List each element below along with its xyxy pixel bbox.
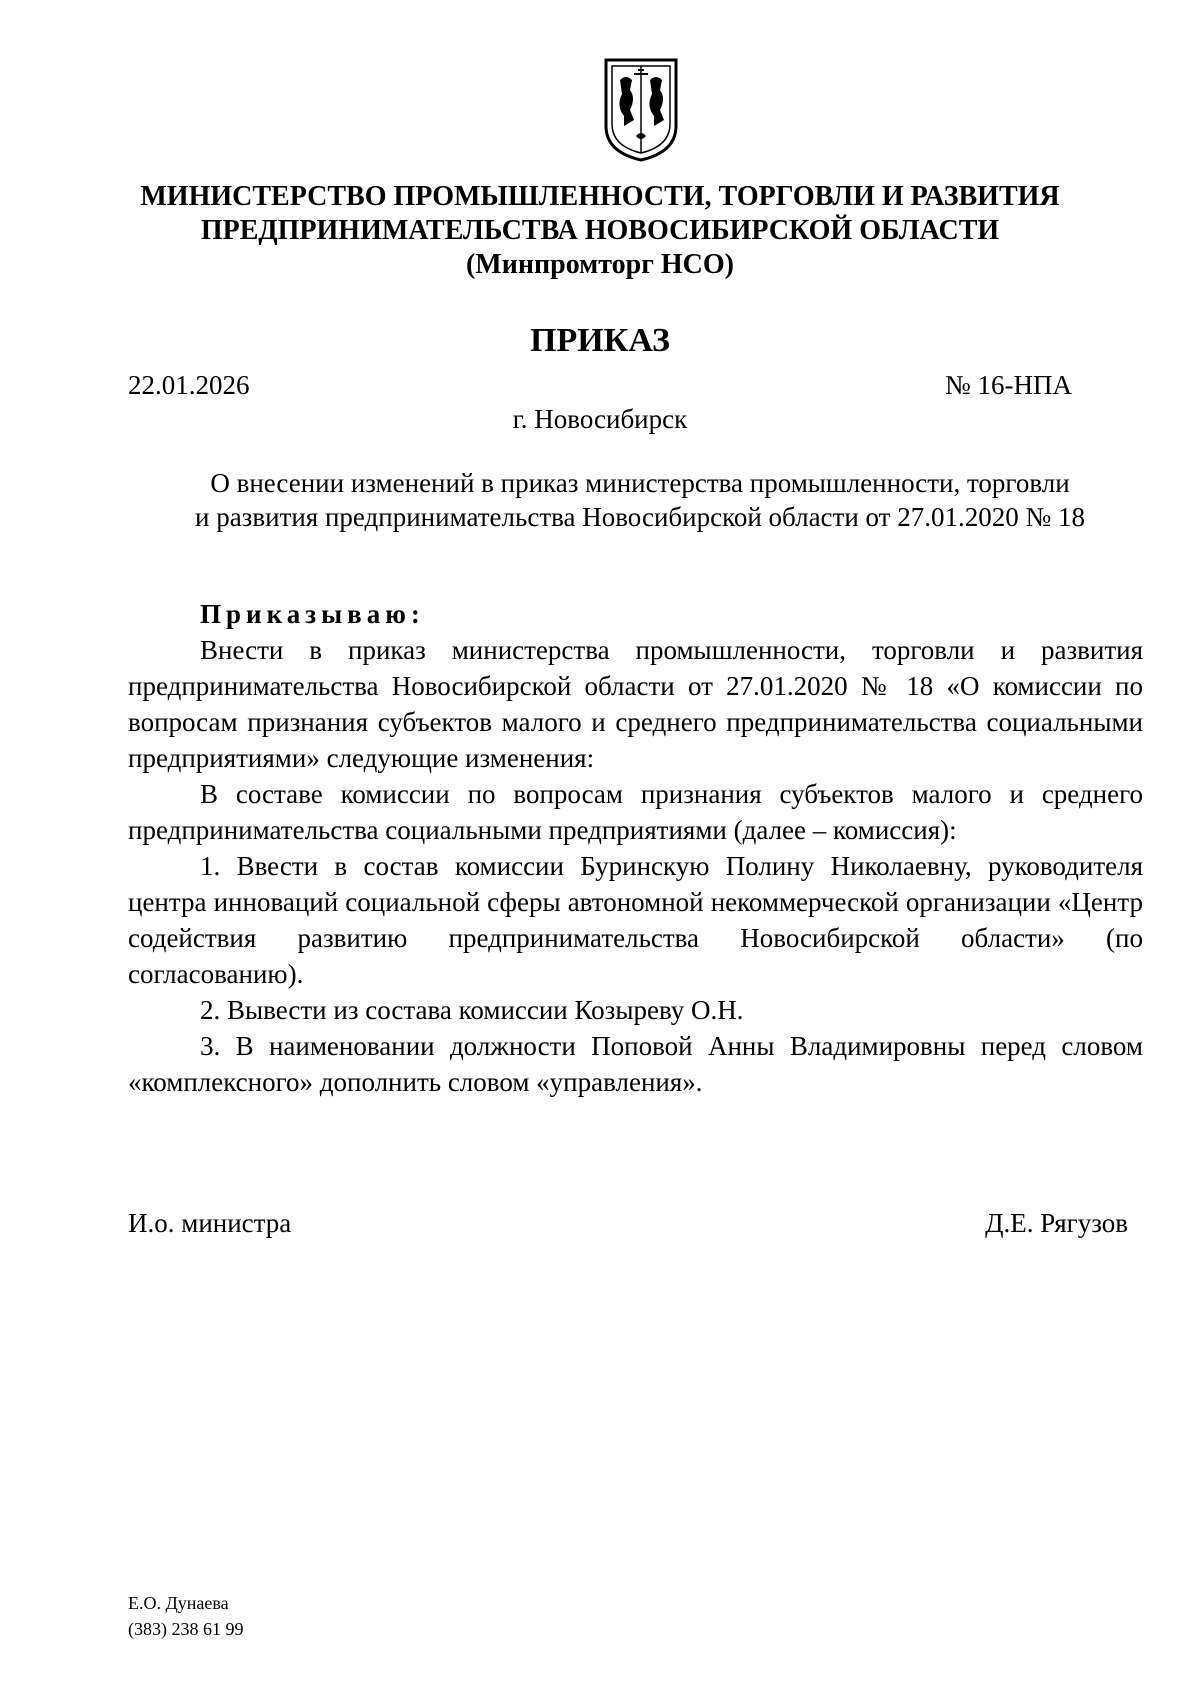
paragraph-3: 1. Ввести в состав комиссии Буринскую Полину Николаевну, руководителя центра инноваций социальной сферы автономной некоммерческой организации «Центр содействия развитию предпринимательства Новосибирской области» (по согласованию). bbox=[128, 851, 1143, 989]
paragraph-5: 3. В наименовании должности Поповой Анны Владимировны перед словом «комплексного» дополнить словом «управления». bbox=[128, 1031, 1143, 1097]
document-number: № 16-НПА bbox=[945, 370, 1072, 400]
order-word: Приказываю: bbox=[200, 599, 425, 629]
ministry-short-name: (Минпромторг НСО) bbox=[465, 249, 735, 280]
paragraph-2: В составе комиссии по вопросам признания субъектов малого и среднего предпринимательства социальными предприятиями (далее – комиссия): bbox=[128, 779, 1143, 845]
signatory-name: Д.Е. Рягузов bbox=[985, 1208, 1128, 1238]
ministry-name-line2: ПРЕДПРИНИМАТЕЛЬСТВА НОВОСИБИРСКОЙ ОБЛАСТИ bbox=[200, 215, 1000, 246]
paragraph-1: Внести в приказ министерства промышленности, торговли и развития предпринимательства Новосибирской области от 27.01.2020 № 18 «О комиссии по вопросам признания субъектов малого и среднего предпринимательства социальными предприятиями» следующие изменения: bbox=[128, 635, 1143, 773]
signatory-position: И.о. министра bbox=[128, 1208, 292, 1238]
executor-phone: (383) 238 61 99 bbox=[128, 1619, 244, 1639]
paragraph-4: 2. Вывести из состава комиссии Козыреву О.Н. bbox=[200, 995, 744, 1025]
coat-of-arms-emblem bbox=[598, 56, 684, 164]
document-type-title: ПРИКАЗ bbox=[530, 322, 670, 359]
executor-name: Е.О. Дунаева bbox=[128, 1593, 229, 1613]
document-date: 22.01.2026 bbox=[128, 370, 250, 400]
ministry-name-line1: МИНИСТЕРСТВО ПРОМЫШЛЕННОСТИ, ТОРГОВЛИ И РАЗВИТИЯ bbox=[140, 181, 1060, 212]
order-body bbox=[128, 596, 1143, 1100]
document-city: г. Новосибирск bbox=[512, 404, 688, 434]
subject-line2: и развития предпринимательства Новосибирской области от 27.01.2020 № 18 bbox=[195, 502, 1085, 532]
subject-line1: О внесении изменений в приказ министерства промышленности, торговли bbox=[210, 468, 1070, 498]
